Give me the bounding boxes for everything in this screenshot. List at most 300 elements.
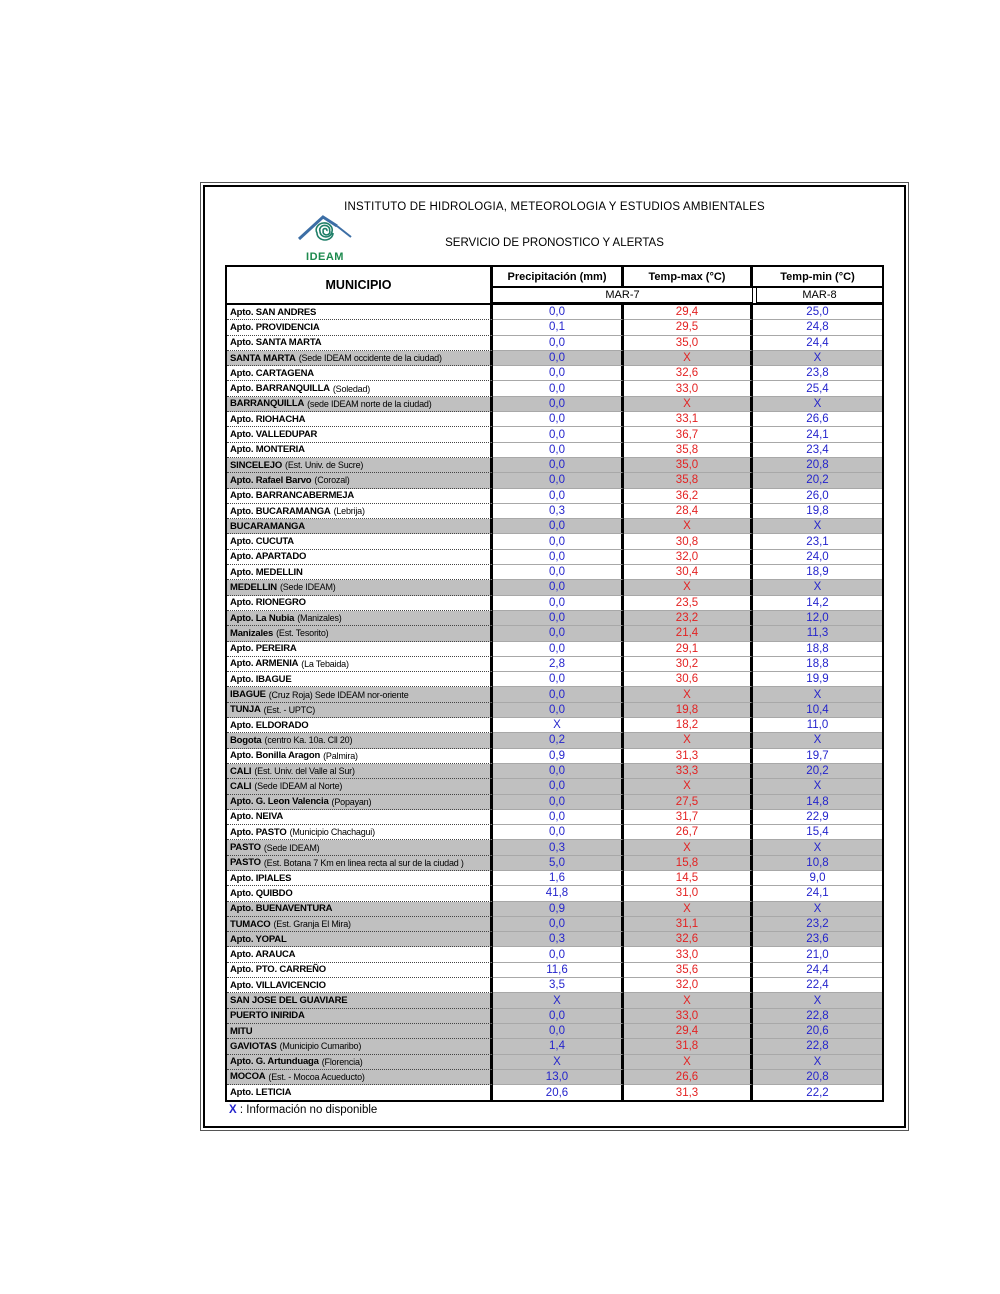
precip-value: 0,0 xyxy=(493,764,624,779)
table-row xyxy=(227,947,882,962)
table-header-dates xyxy=(493,288,882,303)
precip-value: 0,0 xyxy=(493,397,624,412)
tmax-value: 35,8 xyxy=(624,443,753,458)
tmin-value: 23,4 xyxy=(753,443,882,458)
precip-value: 41,8 xyxy=(493,886,624,901)
precip-value: 0,0 xyxy=(493,305,624,320)
tmax-value: 27,5 xyxy=(624,795,753,810)
municipality-name: Apto. G. Leon Valencia xyxy=(230,796,329,808)
precip-value: 0,0 xyxy=(493,611,624,626)
legend-symbol: X xyxy=(229,1104,237,1116)
tmax-value: 26,7 xyxy=(624,825,753,840)
precip-value: 0,0 xyxy=(493,443,624,458)
municipality-note: (Sede IDEAM) xyxy=(279,582,336,593)
table-row xyxy=(227,550,882,565)
table-row xyxy=(227,856,882,871)
table-row xyxy=(227,687,882,702)
tmin-value: 14,8 xyxy=(753,795,882,810)
precip-value: X xyxy=(493,1055,624,1070)
tmax-value: 33,0 xyxy=(624,947,753,962)
municipality-name: GAVIOTAS xyxy=(230,1040,277,1052)
precip-value: 0,0 xyxy=(493,596,624,611)
tmin-value: 22,4 xyxy=(753,978,882,993)
tmin-value: 20,2 xyxy=(753,764,882,779)
precip-value: 0,0 xyxy=(493,580,624,595)
municipality-name: Apto. PASTO xyxy=(230,826,287,838)
municipality-name: Apto. La Nubia xyxy=(230,612,295,624)
tmin-value: 22,2 xyxy=(806,1086,829,1099)
table-row xyxy=(227,764,882,779)
tmax-value: 35,8 xyxy=(624,473,753,488)
municipality-name: Apto. MEDELLIN xyxy=(230,566,303,578)
municipality-name: Apto. BUENAVENTURA xyxy=(230,903,333,915)
tmin-value: 18,9 xyxy=(753,565,882,580)
tmin-value: X xyxy=(753,993,882,1008)
tmax-value: 30,2 xyxy=(624,657,753,672)
tmax-value: 36,2 xyxy=(624,489,753,504)
municipality-note: (Est. Univ. de Sucre) xyxy=(285,460,364,471)
precip-value: 0,0 xyxy=(493,534,624,549)
precip-value: 0,9 xyxy=(493,749,624,764)
tmax-value: 31,7 xyxy=(624,810,753,825)
precip-value: 0,3 xyxy=(493,504,624,519)
tmin-value: 10,4 xyxy=(753,703,882,718)
tmin-value: 15,4 xyxy=(753,825,882,840)
tmax-value: 32,0 xyxy=(624,978,753,993)
municipality-name: Apto. CUCUTA xyxy=(230,536,294,548)
precip-value: 0,0 xyxy=(493,381,624,396)
municipality-name: CALI xyxy=(230,780,252,792)
municipality-name: PUERTO INIRIDA xyxy=(230,1010,305,1022)
precip-value: 0,0 xyxy=(493,779,624,794)
municipality-name: MOCOA xyxy=(230,1071,266,1083)
precip-value: 13,0 xyxy=(493,1070,624,1085)
table-header-right xyxy=(493,267,882,303)
tmax-value: 15,8 xyxy=(624,856,753,871)
tmax-value: 32,6 xyxy=(624,932,753,947)
table-header-labels xyxy=(493,267,882,288)
precip-value: X xyxy=(493,718,624,733)
precip-value: 0,2 xyxy=(493,733,624,748)
column-header-municipio: MUNICIPIO xyxy=(227,267,493,303)
tmax-value: 28,4 xyxy=(624,504,753,519)
municipality-name: Apto. Rafael Barvo xyxy=(230,474,312,486)
municipality-name: BARRANQUILLA xyxy=(230,398,305,410)
table-row xyxy=(227,473,882,488)
tmin-value: 24,4 xyxy=(753,963,882,978)
tmax-value: X xyxy=(624,687,753,702)
ideam-logo-icon xyxy=(297,213,353,251)
tmin-value: 23,1 xyxy=(753,534,882,549)
precip-value: 0,1 xyxy=(493,320,624,335)
municipality-note: (Est. Tesorito) xyxy=(276,628,329,639)
municipality-name: Apto. RIONEGRO xyxy=(230,597,306,609)
tmin-value: X xyxy=(753,840,882,855)
precip-value: 0,0 xyxy=(493,366,624,381)
tmax-value: 26,6 xyxy=(624,1070,753,1085)
tmax-value: 31,8 xyxy=(624,1039,753,1054)
table-row xyxy=(227,657,882,672)
tmin-value: 23,6 xyxy=(753,932,882,947)
precip-value: 0,3 xyxy=(493,840,624,855)
municipality-name: Apto. NEIVA xyxy=(230,811,284,823)
municipality-name: Apto. CARTAGENA xyxy=(230,367,314,379)
tmin-value: 22,8 xyxy=(753,1039,882,1054)
municipality-name: Apto. IPIALES xyxy=(230,872,292,884)
tmax-value: 29,5 xyxy=(624,320,753,335)
table-row xyxy=(227,840,882,855)
municipality-note: (Florencia) xyxy=(321,1056,363,1067)
table-row xyxy=(227,412,882,427)
precip-value: 0,0 xyxy=(493,810,624,825)
tmin-value: 14,2 xyxy=(753,596,882,611)
tmin-value: 24,8 xyxy=(753,320,882,335)
municipality-name: SANTA MARTA xyxy=(230,352,296,364)
precip-value: 1,4 xyxy=(493,1039,624,1054)
municipality-name: MEDELLIN xyxy=(230,581,277,593)
tmax-value: 30,8 xyxy=(624,534,753,549)
table-row xyxy=(227,825,882,840)
tmin-value: 22,8 xyxy=(753,1009,882,1024)
tmin-value: 24,4 xyxy=(753,336,882,351)
table-row xyxy=(227,504,882,519)
table-row xyxy=(227,366,882,381)
tmin-value: X xyxy=(753,902,882,917)
ideam-logo-text: IDEAM xyxy=(306,251,344,263)
table-row xyxy=(227,427,882,442)
table-row xyxy=(227,305,882,320)
column-header-temp-min: Temp-min (°C) xyxy=(780,270,855,283)
precip-value: 0,0 xyxy=(493,947,624,962)
tmax-value: 30,6 xyxy=(624,672,753,687)
tmax-value: 35,6 xyxy=(624,963,753,978)
precip-value: 0,0 xyxy=(493,672,624,687)
municipality-note: (Corozal) xyxy=(314,475,350,486)
precip-value: 0,0 xyxy=(493,795,624,810)
legend xyxy=(229,1104,377,1116)
table-row xyxy=(227,611,882,626)
tmax-value: 29,4 xyxy=(624,305,753,320)
precip-value: 0,0 xyxy=(493,626,624,641)
municipality-note: (Est. - Mocoa Acueducto) xyxy=(268,1071,365,1082)
tmin-value: 20,6 xyxy=(753,1024,882,1039)
tmin-value: 21,0 xyxy=(753,947,882,962)
table-row xyxy=(227,336,882,351)
tmax-value: 18,2 xyxy=(624,718,753,733)
table-row xyxy=(227,749,882,764)
municipality-name: Apto. PEREIRA xyxy=(230,643,297,655)
date-header-mar7: MAR-7 xyxy=(493,288,753,303)
precip-value: 0,0 xyxy=(493,642,624,657)
table-row xyxy=(227,443,882,458)
table-row xyxy=(227,1070,882,1085)
precip-value: 0,0 xyxy=(493,550,624,565)
tmin-value: 9,0 xyxy=(753,871,882,886)
tmax-value: 23,2 xyxy=(624,611,753,626)
tmin-value: X xyxy=(753,397,882,412)
tmax-value: X xyxy=(624,397,753,412)
precip-value: 20,6 xyxy=(493,1085,624,1100)
ideam-logo xyxy=(297,213,353,263)
precip-value: 0,3 xyxy=(493,932,624,947)
tmin-value: X xyxy=(753,580,882,595)
tmin-value: 11,3 xyxy=(753,626,882,641)
tmin-value: X xyxy=(753,687,882,702)
municipality-name: Apto. PROVIDENCIA xyxy=(230,321,320,333)
table-row xyxy=(227,993,882,1008)
precip-value: 1,6 xyxy=(493,871,624,886)
tmin-value: 25,0 xyxy=(753,305,882,320)
tmin-value: 26,0 xyxy=(753,489,882,504)
municipality-name: Apto. VALLEDUPAR xyxy=(230,429,318,441)
tmax-value: 31,1 xyxy=(624,917,753,932)
table-row xyxy=(227,458,882,473)
municipality-name: Apto. ARMENIA xyxy=(230,658,299,670)
precip-value: 0,0 xyxy=(493,1024,624,1039)
municipality-name: SINCELEJO xyxy=(230,459,283,471)
tmin-value: 18,8 xyxy=(753,642,882,657)
table-row xyxy=(227,703,882,718)
municipality-note: (Popayan) xyxy=(331,796,372,807)
precip-value: 0,0 xyxy=(493,458,624,473)
precip-value: 0,0 xyxy=(493,351,624,366)
table-row xyxy=(227,795,882,810)
municipality-name: TUNJA xyxy=(230,704,261,716)
date-header-mar8: MAR-8 xyxy=(756,288,882,303)
municipality-note: (Municipio Cumaribo) xyxy=(279,1041,362,1052)
municipality-note: (Municipio Chachagui) xyxy=(289,827,375,838)
table-row xyxy=(227,1085,882,1100)
tmax-value: X xyxy=(624,902,753,917)
table-header xyxy=(227,267,882,305)
tmax-value: 21,4 xyxy=(624,626,753,641)
tmin-value: 24,1 xyxy=(753,427,882,442)
document-title: INSTITUTO DE HIDROLOGIA, METEOROLOGIA Y ESTUDIOS AMBIENTALES xyxy=(344,201,765,213)
precip-value: 0,0 xyxy=(493,412,624,427)
tmax-value: X xyxy=(624,733,753,748)
municipality-name: Apto. APARTADO xyxy=(230,551,307,563)
tmax-value: 32,6 xyxy=(624,366,753,381)
page-frame-inner xyxy=(203,185,906,1128)
table-row xyxy=(227,1024,882,1039)
precip-value: 5,0 xyxy=(493,856,624,871)
tmin-value: X xyxy=(753,1055,882,1070)
tmax-value: 29,4 xyxy=(624,1024,753,1039)
table-row xyxy=(227,519,882,534)
tmax-value: X xyxy=(624,993,753,1008)
page-frame xyxy=(200,182,909,1131)
table-row xyxy=(227,779,882,794)
precip-value: 0,0 xyxy=(493,1009,624,1024)
table-row xyxy=(227,596,882,611)
municipality-name: Apto. PTO. CARREÑO xyxy=(230,964,326,976)
table-row xyxy=(227,917,882,932)
tmin-value: X xyxy=(753,779,882,794)
municipality-name: PASTO xyxy=(230,857,261,869)
tmin-value: X xyxy=(753,351,882,366)
tmax-value: 31,3 xyxy=(624,749,753,764)
municipality-name: Apto. VILLAVICENCIO xyxy=(230,979,326,991)
table-row xyxy=(227,932,882,947)
municipality-note: (Sede IDEAM) xyxy=(263,842,320,853)
municipality-name: Apto. Bonilla Aragon xyxy=(230,750,321,762)
municipality-name: Apto. IBAGUE xyxy=(230,673,292,685)
tmax-value: 33,0 xyxy=(624,1009,753,1024)
municipality-name: Apto. LETICIA xyxy=(230,1087,292,1099)
table-row xyxy=(227,672,882,687)
municipality-name: Manizales xyxy=(230,627,274,639)
tmax-value: 33,0 xyxy=(624,381,753,396)
municipality-note: (Soledad) xyxy=(332,383,371,394)
table-row xyxy=(227,534,882,549)
table-row xyxy=(227,565,882,580)
tmax-value: 36,7 xyxy=(624,427,753,442)
tmin-value: 24,0 xyxy=(753,550,882,565)
table-row xyxy=(227,810,882,825)
tmax-value: X xyxy=(624,519,753,534)
table-row xyxy=(227,978,882,993)
table-row xyxy=(227,963,882,978)
column-header-temp-max: Temp-max (°C) xyxy=(624,267,753,286)
municipality-name: IBAGUE xyxy=(230,689,266,701)
tmin-value: 19,7 xyxy=(753,749,882,764)
municipality-name: Apto. ELDORADO xyxy=(230,719,309,731)
municipality-name: CALI xyxy=(230,765,252,777)
tmin-value: 23,2 xyxy=(753,917,882,932)
table-row xyxy=(227,381,882,396)
municipality-name: SAN JOSE DEL GUAVIARE xyxy=(230,995,348,1006)
municipality-name: BUCARAMANGA xyxy=(230,520,305,532)
municipality-note: (Manizales) xyxy=(297,613,342,624)
document-subtitle: SERVICIO DE PRONOSTICO Y ALERTAS xyxy=(445,237,664,249)
municipality-name: Apto. SANTA MARTA xyxy=(230,337,322,349)
tmin-value: 23,8 xyxy=(753,366,882,381)
tmin-value: 25,4 xyxy=(753,381,882,396)
precip-value: 0,0 xyxy=(493,825,624,840)
table-row xyxy=(227,902,882,917)
tmax-value: 33,1 xyxy=(624,412,753,427)
municipality-name: Apto. RIOHACHA xyxy=(230,413,306,425)
tmax-value: X xyxy=(624,779,753,794)
table-row xyxy=(227,733,882,748)
tmax-value: 29,1 xyxy=(624,642,753,657)
tmax-value: 30,4 xyxy=(624,565,753,580)
municipality-note: (sede IDEAM norte de la ciudad) xyxy=(307,398,432,409)
tmin-value: 18,8 xyxy=(753,657,882,672)
municipality-name: TUMACO xyxy=(230,918,271,930)
table-row xyxy=(227,1009,882,1024)
municipality-note: (Palmira) xyxy=(323,750,358,761)
table-row xyxy=(227,718,882,733)
table-body xyxy=(227,305,882,1100)
table-row xyxy=(227,1055,882,1070)
municipality-note: (La Tebaida) xyxy=(301,658,349,669)
tmin-value: X xyxy=(753,733,882,748)
municipality-name: Apto. YOPAL xyxy=(230,933,287,945)
municipality-note: (Est. Granja El Mira) xyxy=(273,919,351,930)
table-row xyxy=(227,871,882,886)
municipality-name: Apto. G. Artunduaga xyxy=(230,1056,319,1068)
precip-value: 0,0 xyxy=(493,687,624,702)
municipality-name: PASTO xyxy=(230,842,261,854)
municipality-note: (Sede IDEAM occidente de la ciudad) xyxy=(298,353,442,364)
table-row xyxy=(227,1039,882,1054)
tmax-value: X xyxy=(624,580,753,595)
municipality-note: (Est. Univ. del Valle al Sur) xyxy=(254,766,355,777)
municipality-name: Apto. MONTERIA xyxy=(230,444,305,456)
precip-value: 0,0 xyxy=(493,489,624,504)
tmax-value: 31,0 xyxy=(624,886,753,901)
municipality-name: MITU xyxy=(230,1025,253,1037)
table-row xyxy=(227,397,882,412)
legend-text: : Información no disponible xyxy=(239,1104,378,1116)
municipality-name: Apto. BARRANQUILLA xyxy=(230,383,330,395)
tmax-value: 32,0 xyxy=(624,550,753,565)
table-row xyxy=(227,626,882,641)
tmax-value: X xyxy=(624,840,753,855)
municipality-note: (Lebrija) xyxy=(333,506,365,516)
tmin-value: 22,9 xyxy=(753,810,882,825)
tmax-value: 33,3 xyxy=(624,764,753,779)
tmax-value: 14,5 xyxy=(624,871,753,886)
precip-value: 0,0 xyxy=(493,336,624,351)
tmin-value: 19,8 xyxy=(753,504,882,519)
table-row xyxy=(227,580,882,595)
municipality-note: (Cruz Roja) Sede IDEAM nor-oriente xyxy=(268,689,409,700)
precip-value: 11,6 xyxy=(493,963,624,978)
tmin-value: 26,6 xyxy=(753,412,882,427)
municipality-name: Apto. SAN ANDRES xyxy=(230,306,317,318)
municipality-note: (Est. Botana 7 Km en linea recta al sur de la ciudad ) xyxy=(263,857,464,868)
tmax-value: X xyxy=(624,351,753,366)
tmin-value: 20,8 xyxy=(753,1070,882,1085)
table-row xyxy=(227,886,882,901)
municipality-name: Apto. BARRANCABERMEJA xyxy=(230,490,355,502)
precip-value: 0,0 xyxy=(493,917,624,932)
table-row xyxy=(227,320,882,335)
municipality-name: Apto. ARAUCA xyxy=(230,949,296,961)
tmax-value: 23,5 xyxy=(624,596,753,611)
tmin-value: X xyxy=(753,519,882,534)
tmin-value: 12,0 xyxy=(753,611,882,626)
precip-value: 3,5 xyxy=(493,978,624,993)
table-row xyxy=(227,351,882,366)
tmax-value: 35,0 xyxy=(624,458,753,473)
precip-value: 2,8 xyxy=(493,657,624,672)
tmax-value: X xyxy=(624,1055,753,1070)
tmax-value: 31,3 xyxy=(624,1085,753,1100)
table-row xyxy=(227,489,882,504)
tmin-value: 10,8 xyxy=(753,856,882,871)
tmin-value: 19,9 xyxy=(753,672,882,687)
precip-value: 0,0 xyxy=(493,703,624,718)
precip-value: X xyxy=(493,993,624,1008)
municipality-name: Bogota xyxy=(230,734,262,746)
column-header-precipitacion: Precipitación (mm) xyxy=(493,267,624,286)
precip-value: 0,9 xyxy=(493,902,624,917)
tmax-value: 35,0 xyxy=(624,336,753,351)
tmin-value: 24,1 xyxy=(753,886,882,901)
tmax-value: 19,8 xyxy=(624,703,753,718)
tmin-value: 20,2 xyxy=(753,473,882,488)
tmin-value: 11,0 xyxy=(753,718,882,733)
tmin-value: 20,8 xyxy=(753,458,882,473)
precip-value: 0,0 xyxy=(493,473,624,488)
municipality-name: Apto. QUIBDO xyxy=(230,887,293,899)
precip-value: 0,0 xyxy=(493,427,624,442)
municipality-name: Apto. BUCARAMANGA xyxy=(230,505,331,517)
municipality-note: (Sede IDEAM al Norte) xyxy=(254,781,343,792)
